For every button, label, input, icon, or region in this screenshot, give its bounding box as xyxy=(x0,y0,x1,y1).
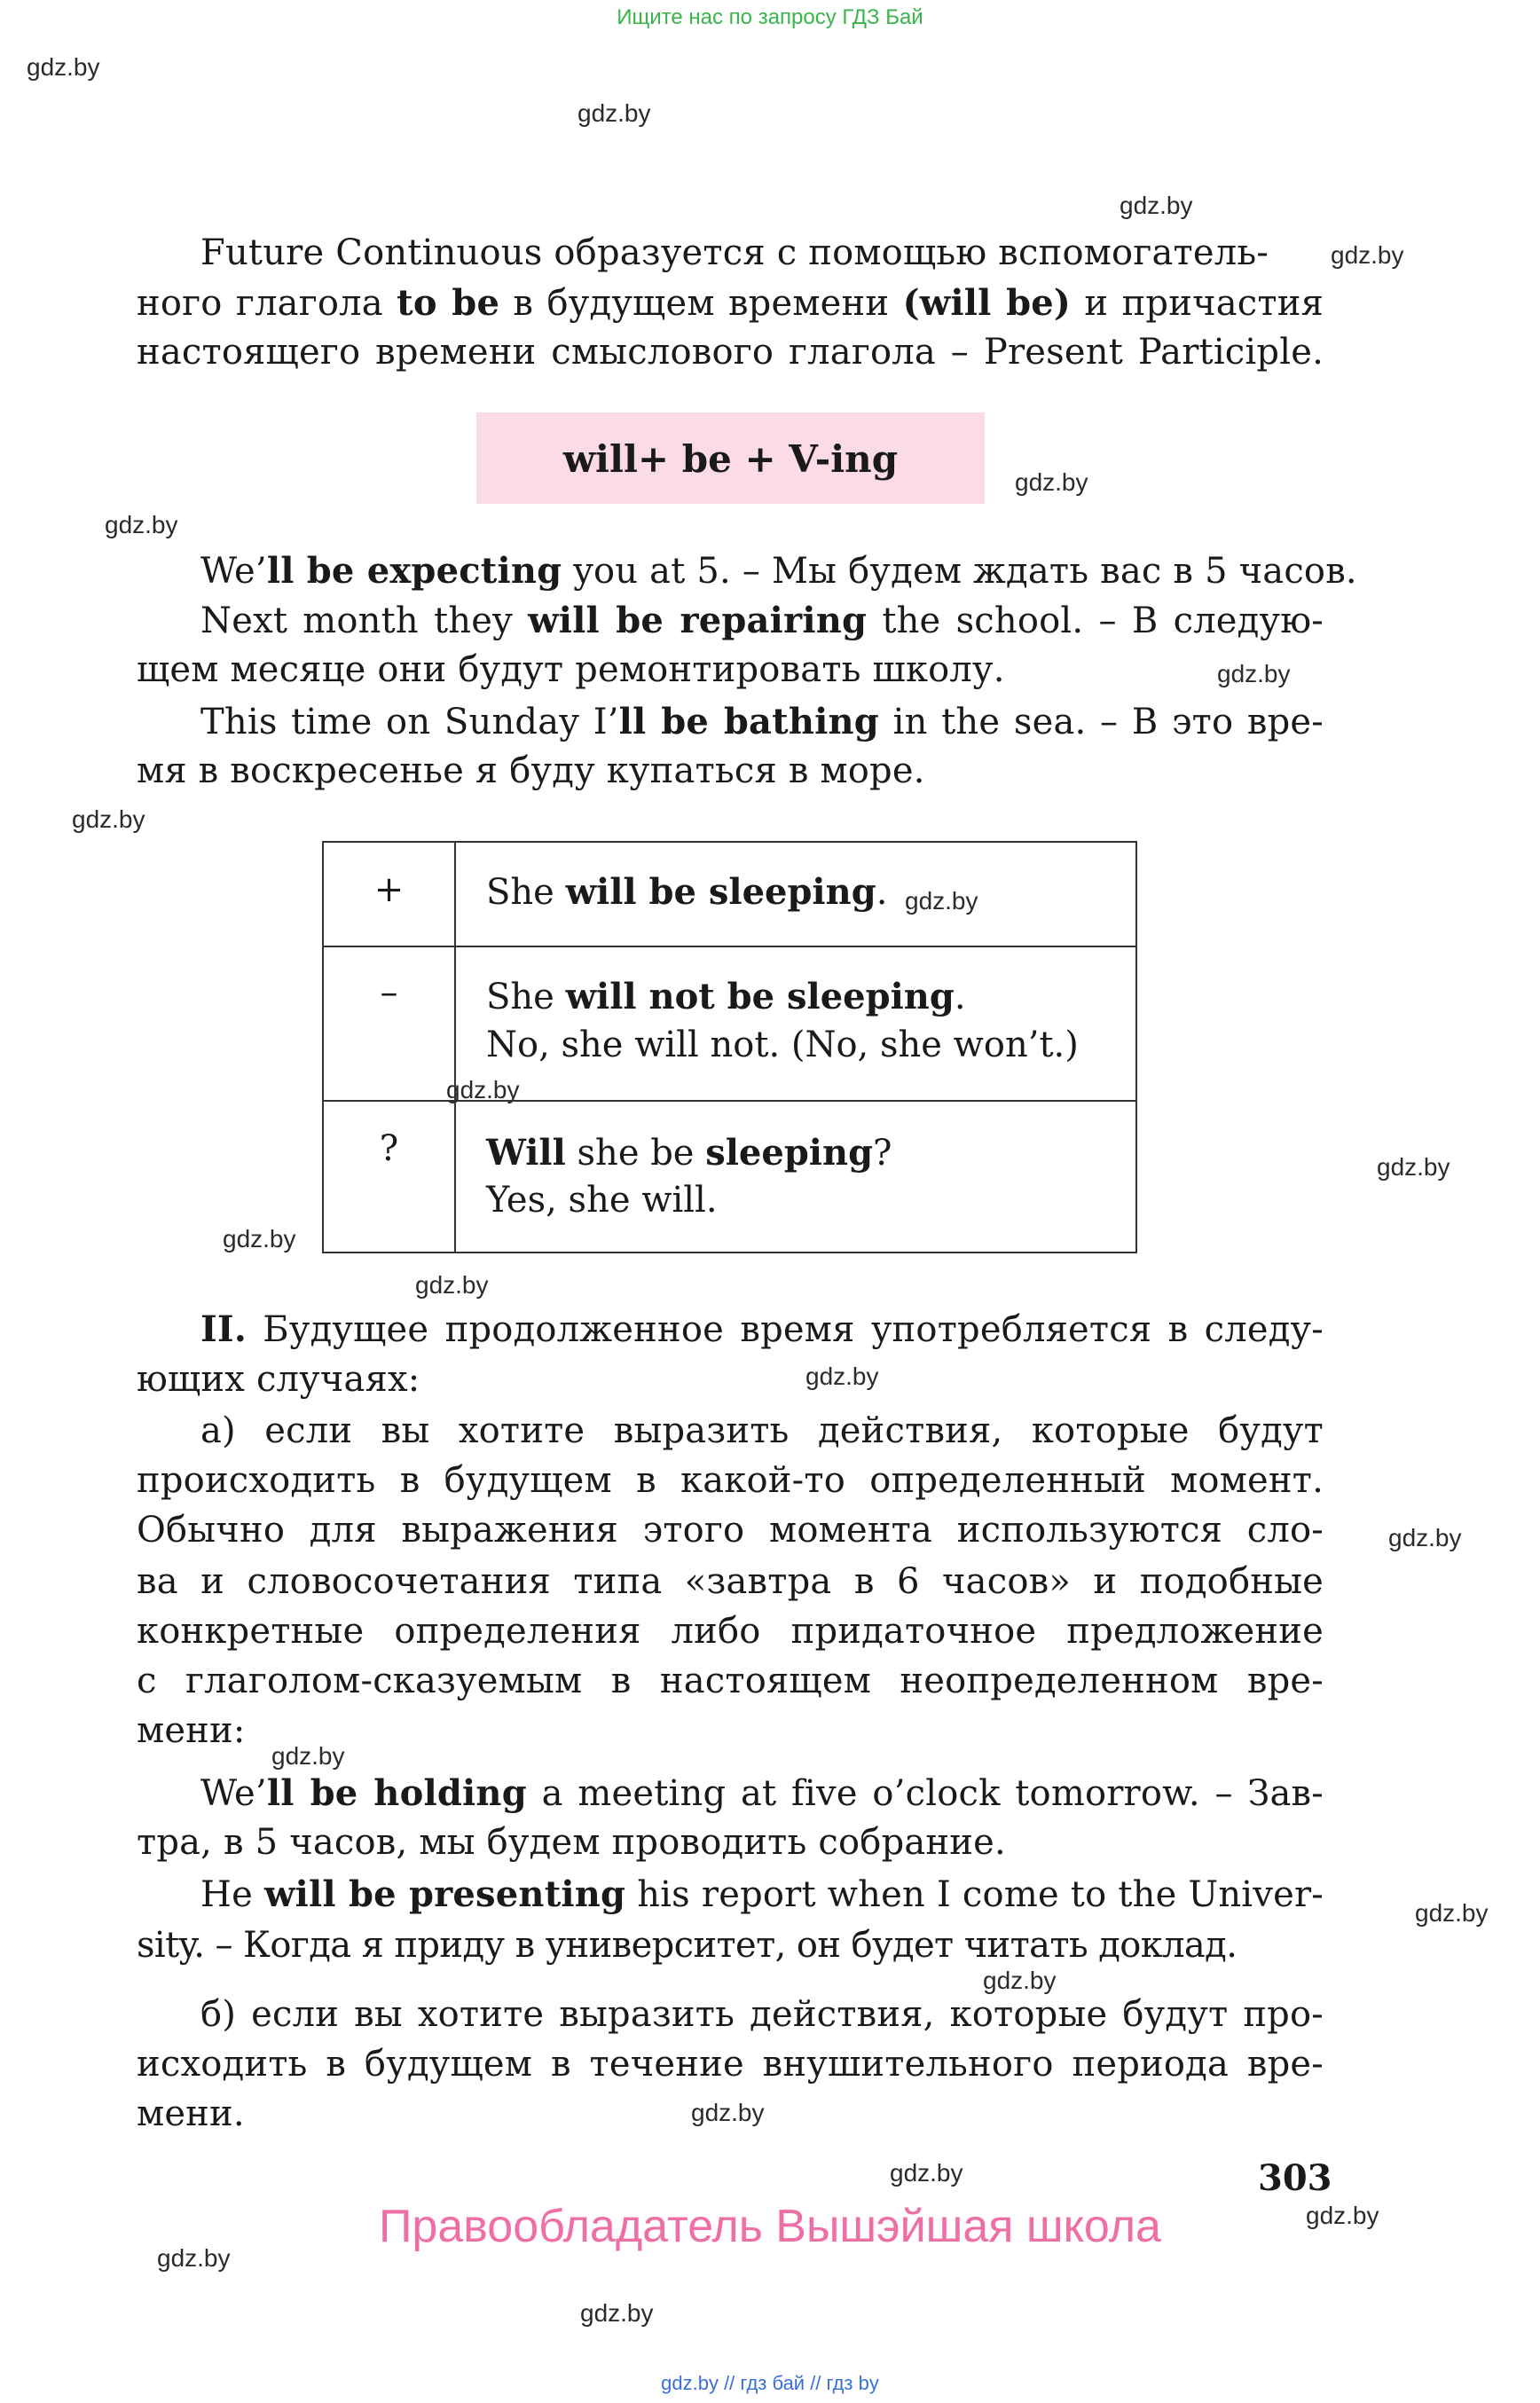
watermark: gdz.by xyxy=(1388,1524,1462,1551)
example-2: Next month they will be repairing the school. – В следую- xyxy=(200,600,1324,641)
example-1: We’ll be expecting you at 5. – Мы будем ждать вас в 5 часов. xyxy=(200,550,1357,592)
case-a-line: а) если вы хотите выразить действия, которые будут xyxy=(200,1410,1324,1451)
negative-symbol: – xyxy=(380,972,398,1013)
watermark: gdz.by xyxy=(223,1225,296,1253)
case-a-line: Обычно для выражения этого момента используются сло- xyxy=(137,1510,1324,1551)
case-b-line: мени. xyxy=(137,2093,245,2134)
footer-links: gdz.by // гдз бай // гдз by xyxy=(661,2372,879,2394)
section-2-line: ющих случаях: xyxy=(137,1359,420,1400)
watermark: gdz.by xyxy=(1217,660,1291,687)
watermark: gdz.by xyxy=(1377,1153,1450,1181)
case-a-example-2-cont: sity. – Когда я приду в университет, он будет читать доклад. xyxy=(137,1925,1238,1966)
watermark: gdz.by xyxy=(446,1076,520,1103)
affirmative-sentence: She will be sleeping. xyxy=(486,871,888,913)
watermark: gdz.by xyxy=(105,511,178,538)
intro-line-1: Future Continuous образуется с помощью вспомогатель- xyxy=(200,232,1269,273)
table-row-divider xyxy=(324,946,1135,947)
page-number: 303 xyxy=(1258,2157,1332,2199)
watermark: gdz.by xyxy=(805,1362,879,1390)
watermark: gdz.by xyxy=(1120,192,1193,219)
negative-sentence: She will not be sleeping. xyxy=(486,976,966,1017)
intro-line-2: ного глагола to be в будущем времени (will be) и причастия xyxy=(137,282,1324,324)
forms-table xyxy=(322,841,1137,1253)
watermark: gdz.by xyxy=(1415,1899,1489,1927)
case-a-line: ва и словосочетания типа «завтра в 6 часов» и подобные xyxy=(137,1561,1324,1602)
intro-line-3: настоящего времени смыслового глагола – Present Participle. xyxy=(137,332,1324,373)
case-a-example-1-cont: тра, в 5 часов, мы будем проводить собрание. xyxy=(137,1822,1006,1863)
watermark: gdz.by xyxy=(1331,241,1404,269)
watermark: gdz.by xyxy=(983,1967,1057,1994)
case-a-example-2: He will be presenting his report when I come to the Univer- xyxy=(200,1873,1324,1915)
example-3: This time on Sunday I’ll be bathing in the sea. – В это вре- xyxy=(200,701,1324,742)
watermark: gdz.by xyxy=(580,2299,654,2327)
affirmative-symbol: + xyxy=(373,869,405,910)
top-banner: Ищите нас по запросу ГДЗ Бай xyxy=(617,5,923,29)
watermark: gdz.by xyxy=(890,2159,963,2187)
case-a-line: происходить в будущем в какой-то определенный момент. xyxy=(137,1460,1324,1501)
case-a-line: с глаголом-сказуемым в настоящем неопределенном вре- xyxy=(137,1661,1324,1701)
watermark: gdz.by xyxy=(157,2244,231,2272)
example-3-cont: мя в воскресенье я буду купаться в море. xyxy=(137,750,925,791)
section-2-heading: II. Будущее продолженное время употребляется в следу- xyxy=(200,1308,1324,1350)
watermark: gdz.by xyxy=(72,805,145,833)
watermark: gdz.by xyxy=(271,1742,345,1770)
question-sentence: Will she be sleeping? xyxy=(486,1132,892,1174)
case-a-example-1: We’ll be holding a meeting at five o’clock tomorrow. – Зав- xyxy=(200,1772,1324,1814)
table-column-divider xyxy=(454,843,456,1252)
case-b-line: исходить в будущем в течение внушительного периода вре- xyxy=(137,2044,1324,2085)
watermark: gdz.by xyxy=(1015,468,1088,496)
table-row-divider xyxy=(324,1100,1135,1102)
question-short-answer: Yes, she will. xyxy=(486,1180,718,1221)
copyright-owner: Правообладатель Вышэйшая школа xyxy=(379,2201,1161,2252)
negative-short-answer: No, she will not. (No, she won’t.) xyxy=(486,1025,1079,1065)
watermark: gdz.by xyxy=(691,2099,765,2126)
watermark: gdz.by xyxy=(1306,2202,1379,2229)
watermark: gdz.by xyxy=(905,887,978,915)
question-symbol: ? xyxy=(379,1128,399,1169)
case-a-line: конкретные определения либо придаточное предложение xyxy=(137,1611,1324,1652)
watermark: gdz.by xyxy=(27,53,100,81)
formula: will+ be + V-ing xyxy=(562,437,899,481)
watermark: gdz.by xyxy=(578,99,651,127)
watermark: gdz.by xyxy=(415,1271,489,1299)
case-b-line: б) если вы хотите выразить действия, которые будут про- xyxy=(200,1994,1324,2035)
case-a-line: мени: xyxy=(137,1710,246,1751)
example-2-cont: щем месяце они будут ремонтировать школу. xyxy=(137,649,1005,690)
